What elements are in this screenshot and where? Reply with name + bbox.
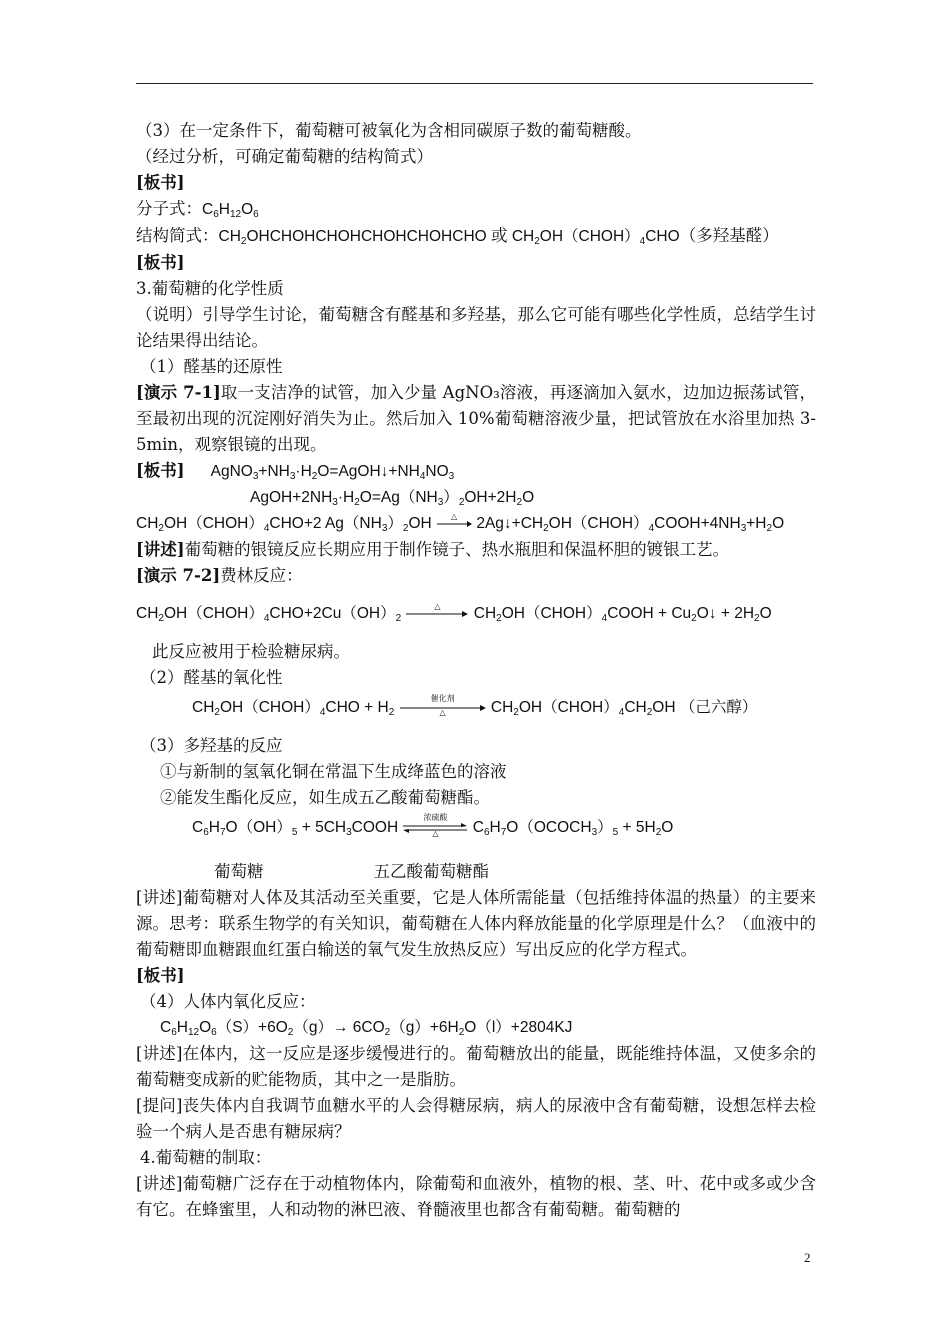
equation-esterification: $C_6H_7O(OH)_5$ + $5CH_3COOH$ 浓硫酸 △ $C_6H_7O(OCOCH_3)_5 + 5H_2O$ [192,812,674,838]
structural-formula-line: 结构简式：$CH_2OHCHOHCHOHCHOHCHOHCHO$ 或 $CH_2OH(CHOH)_4CHO$（多羟基醛） [136,226,779,247]
structural-formula: $CH_2OHCHOHCHOHCHOHCHOHCHO$ [218,228,492,247]
subsection-heading: （3）多羟基的反应 [140,736,283,755]
heat-arrow: △ [436,519,472,529]
catalyst-arrow: 催化剂 △ [399,703,487,713]
board-note: [板书] [136,253,185,272]
explanation-paragraph: （说明）引导学生讨论，葡萄糖含有醛基和多羟基，那么它可能有哪些化学性质，总结学生讨论结果得出结论。 [136,305,816,350]
fehling-note: 此反应被用于检验糖尿病。 [152,642,350,661]
board-note: [板书] [136,173,185,192]
header-rule [136,83,813,84]
equation-silver-2: $AgOH+2NH_3\cdot H_2O=Ag(NH_3)_2OH+2H_2O$ [250,489,535,508]
section-heading: 4.葡萄糖的制取： [140,1148,272,1167]
lecture-paragraph: [讲述]在体内，这一反应是逐步缓慢进行的。葡萄糖放出的能量，既能维持体温，又使多余的葡萄糖变成新的贮能物质，其中之一是脂肪。 [136,1044,816,1089]
document-body [136,118,816,1223]
lecture-paragraph: [讲述]葡萄糖广泛存在于动植物体内，除葡萄和血液外，植物的根、茎、叶、花中或多或少含有它。在蜂蜜里，人和动物的淋巴液、脊髓液里也都含有葡萄糖。葡萄糖的 [136,1174,816,1219]
demo-fehling-line: [演示 7-2]费林反应： [136,566,303,585]
equation-fehling: $CH_2OH(CHOH)_4CHO+2Cu(OH)_2$ △ $CH_2OH(CHOH)_4COOH$ + $Cu_2O↓ + 2H_2O$ [136,601,772,624]
line-oxidation-acid: （3）在一定条件下，葡萄糖可被氧化为含相同碳原子数的葡萄糖酸。 [136,121,642,140]
list-item: ①与新制的氢氧化铜在常温下生成绛蓝色的溶液 [160,762,507,781]
molecular-formula: $C_6H_{12}O_6$ [202,201,259,220]
subsection-heading: （4）人体内氧化反应： [140,992,316,1011]
board-note: [板书] [136,966,185,985]
page-number: 2 [804,1250,811,1265]
heat-arrow: △ [405,609,469,619]
lecture-line: [讲述]葡萄糖的银镜反应长期应用于制作镜子、热水瓶胆和保温杯胆的镀银工艺。 [136,540,730,559]
equation-hydrogenation: $CH_2OH(CHOH)_4CHO + H_2$ 催化剂 △ $CH_2OH(CHOH)_4CH_2OH$ （己六醇） [192,693,758,718]
list-item: ②能发生酯化反应，如生成五乙酸葡萄糖酯。 [160,788,490,807]
reversible-arrow: 浓硫酸 △ [402,822,468,834]
subsection-heading: （2）醛基的氧化性 [140,668,283,687]
section-heading: 3.葡萄糖的化学性质 [136,279,284,298]
equation-silver-1: [板书] $AgNO_3+NH_3\cdot H_2O=AgOH↓+NH_4NO_3$ [136,461,455,482]
question-paragraph: [提问]丧失体内自我调节血糖水平的人会得糖尿病，病人的尿液中含有葡萄糖，设想怎样去检验一个病人是否患有糖尿病？ [136,1096,816,1141]
equation-body-oxidation: $C_6H_{12}O_6(S)+6O_2(g)\to 6CO_2(g)+6H_2O(l)+2804KJ$ [160,1019,573,1038]
equation-silver-mirror: $CH_2OH(CHOH)_4CHO+2$ $Ag(NH_3)_2OH$ △ $2Ag↓+CH_2OH(CHOH)_4COOH+4NH_3+H_2O$ [136,511,785,534]
lecture-paragraph: [讲述]葡萄糖对人体及其活动至关重要，它是人体所需能量（包括维持体温的热量）的主要来源。思考：联系生物学的有关知识，葡萄糖在人体内释放能量的化学原理是什么？（血液中的葡萄糖即血糖跟血红蛋白输送的氧气发生放热反应）写出反应的化学方程式。 [136,888,816,959]
subsection-heading: （1）醛基的还原性 [140,357,283,376]
compound-names: 葡萄糖 五乙酸葡萄糖酯 [214,862,489,881]
demo-paragraph: [演示 7-1]取一支洁净的试管，加入少量 AgNO₃溶液，再逐滴加入氨水，边加边振荡试管，至最初出现的沉淀刚好消失为止。然后加入 10%葡萄糖溶液少量，把试管放在水浴里加热 3-5min，观察银镜的出现。 [136,383,816,454]
line-analysis: （经过分析，可确定葡萄糖的结构简式） [136,147,433,166]
molecular-formula-line: 分子式：$C_6H_{12}O_6$ [136,199,259,220]
